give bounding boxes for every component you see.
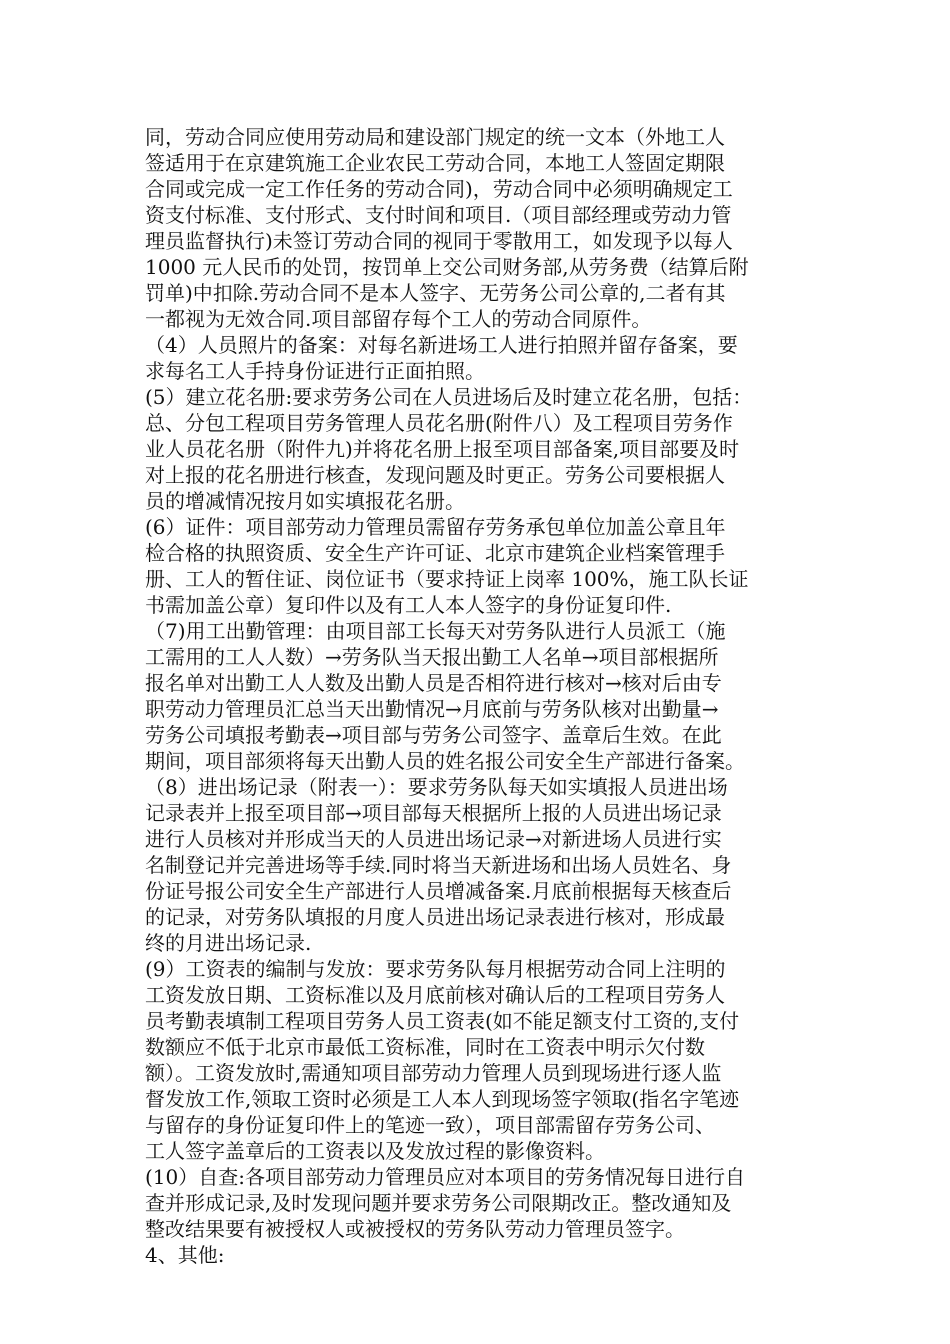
text-line: 终的月进出场记录. xyxy=(145,931,312,955)
text-line: 名制登记并完善进场等手续.同时将当天新进场和出场人员姓名、身 xyxy=(145,853,732,877)
text-line: 工人签字盖章后的工资表以及发放过程的影像资料。 xyxy=(145,1139,605,1163)
text-line: 资支付标准、支付形式、支付时间和项目.（项目部经理或劳动力管 xyxy=(145,203,732,227)
text-line: (6）证件：项目部劳动力管理员需留存劳务承包单位加盖公章且年 xyxy=(145,515,726,539)
text-line: 期间，项目部须将每天出勤人员的姓名报公司安全生产部进行备案。 xyxy=(145,749,745,773)
text-line: 工需用的工人人数）→劳务队当天报出勤工人名单→项目部根据所 xyxy=(145,645,719,669)
text-line: 理员监督执行)未签订劳动合同的视同于零散用工，如发现予以每人 xyxy=(145,229,733,253)
text-line: 记录表并上报至项目部→项目部每天根据所上报的人员进出场记录 xyxy=(145,801,722,825)
text-line: 求每名工人手持身份证进行正面拍照。 xyxy=(145,359,485,383)
text-line: 整改结果要有被授权人或被授权的劳务队劳动力管理员签字。 xyxy=(145,1217,685,1241)
text-line: 4、其他: xyxy=(145,1243,225,1267)
text-line: （7)用工出勤管理：由项目部工长每天对劳务队进行人员派工（施 xyxy=(145,619,726,643)
text-line: 额）。工资发放时,需通知项目部劳动力管理人员到现场进行逐人监 xyxy=(145,1061,722,1085)
text-line: 册、工人的暂住证、岗位证书（要求持证上岗率 100%，施工队长证 xyxy=(145,567,749,591)
document-body xyxy=(145,124,815,1268)
text-line: 检合格的执照资质、安全生产许可证、北京市建筑企业档案管理手 xyxy=(145,541,725,565)
text-line: (9）工资表的编制与发放：要求劳务队每月根据劳动合同上注明的 xyxy=(145,957,726,981)
text-line: (10）自查:各项目部劳动力管理员应对本项目的劳务情况每日进行自 xyxy=(145,1165,745,1189)
text-line: 签适用于在京建筑施工企业农民工劳动合同，本地工人签固定期限 xyxy=(145,151,725,175)
text-line: 与留存的身份证复印件上的笔迹一致），项目部需留存劳务公司、 xyxy=(145,1113,715,1137)
text-line: 1000 元人民币的处罚，按罚单上交公司财务部,从劳务费（结算后附 xyxy=(145,255,749,279)
text-line: 合同或完成一定工作任务的劳动合同)，劳动合同中必须明确规定工 xyxy=(145,177,733,201)
text-line: 督发放工作,领取工资时必须是工人本人到现场签字领取(指名字笔迹 xyxy=(145,1087,740,1111)
text-line: （8）进出场记录（附表一）：要求劳务队每天如实填报人员进出场 xyxy=(145,775,728,799)
text-line: （4）人员照片的备案：对每名新进场工人进行拍照并留存备案，要 xyxy=(145,333,738,357)
text-line: 一都视为无效合同.项目部留存每个工人的劳动合同原件。 xyxy=(145,307,652,331)
text-line: 对上报的花名册进行核查，发现问题及时更正。劳务公司要根据人 xyxy=(145,463,725,487)
text-line: 份证号报公司安全生产部进行人员增减备案.月底前根据每天核查后 xyxy=(145,879,732,903)
text-line: (5）建立花名册:要求劳务公司在人员进场后及时建立花名册，包括： xyxy=(145,385,753,409)
text-line: 总、分包工程项目劳务管理人员花名册(附件八）及工程项目劳务作 xyxy=(145,411,733,435)
text-line: 书需加盖公章）复印件以及有工人本人签字的身份证复印件. xyxy=(145,593,672,617)
text-line: 罚单)中扣除.劳动合同不是本人签字、无劳务公司公章的,二者有其 xyxy=(145,281,726,305)
text-line: 数额应不低于北京市最低工资标准，同时在工资表中明示欠付数 xyxy=(145,1035,705,1059)
text-line: 报名单对出勤工人人数及出勤人员是否相符进行核对→核对后由专 xyxy=(145,671,722,695)
text-line: 的记录，对劳务队填报的月度人员进出场记录表进行核对，形成最 xyxy=(145,905,725,929)
text-line: 员的增减情况按月如实填报花名册。 xyxy=(145,489,465,513)
text-line: 同，劳动合同应使用劳动局和建设部门规定的统一文本（外地工人 xyxy=(145,125,725,149)
text-line: 进行人员核对并形成当天的人员进出场记录→对新进场人员进行实 xyxy=(145,827,722,851)
text-line: 劳务公司填报考勤表→项目部与劳务公司签字、盖章后生效。在此 xyxy=(145,723,722,747)
text-line: 员考勤表填制工程项目劳务人员工资表(如不能足额支付工资的,支付 xyxy=(145,1009,740,1033)
text-line: 职劳动力管理员汇总当天出勤情况→月底前与劳务队核对出勤量→ xyxy=(145,697,719,721)
text-line: 查并形成记录,及时发现问题并要求劳务公司限期改正。整改通知及 xyxy=(145,1191,732,1215)
text-line: 业人员花名册（附件九)并将花名册上报至项目部备案,项目部要及时 xyxy=(145,437,740,461)
text-line: 工资发放日期、工资标准以及月底前核对确认后的工程项目劳务人 xyxy=(145,983,725,1007)
